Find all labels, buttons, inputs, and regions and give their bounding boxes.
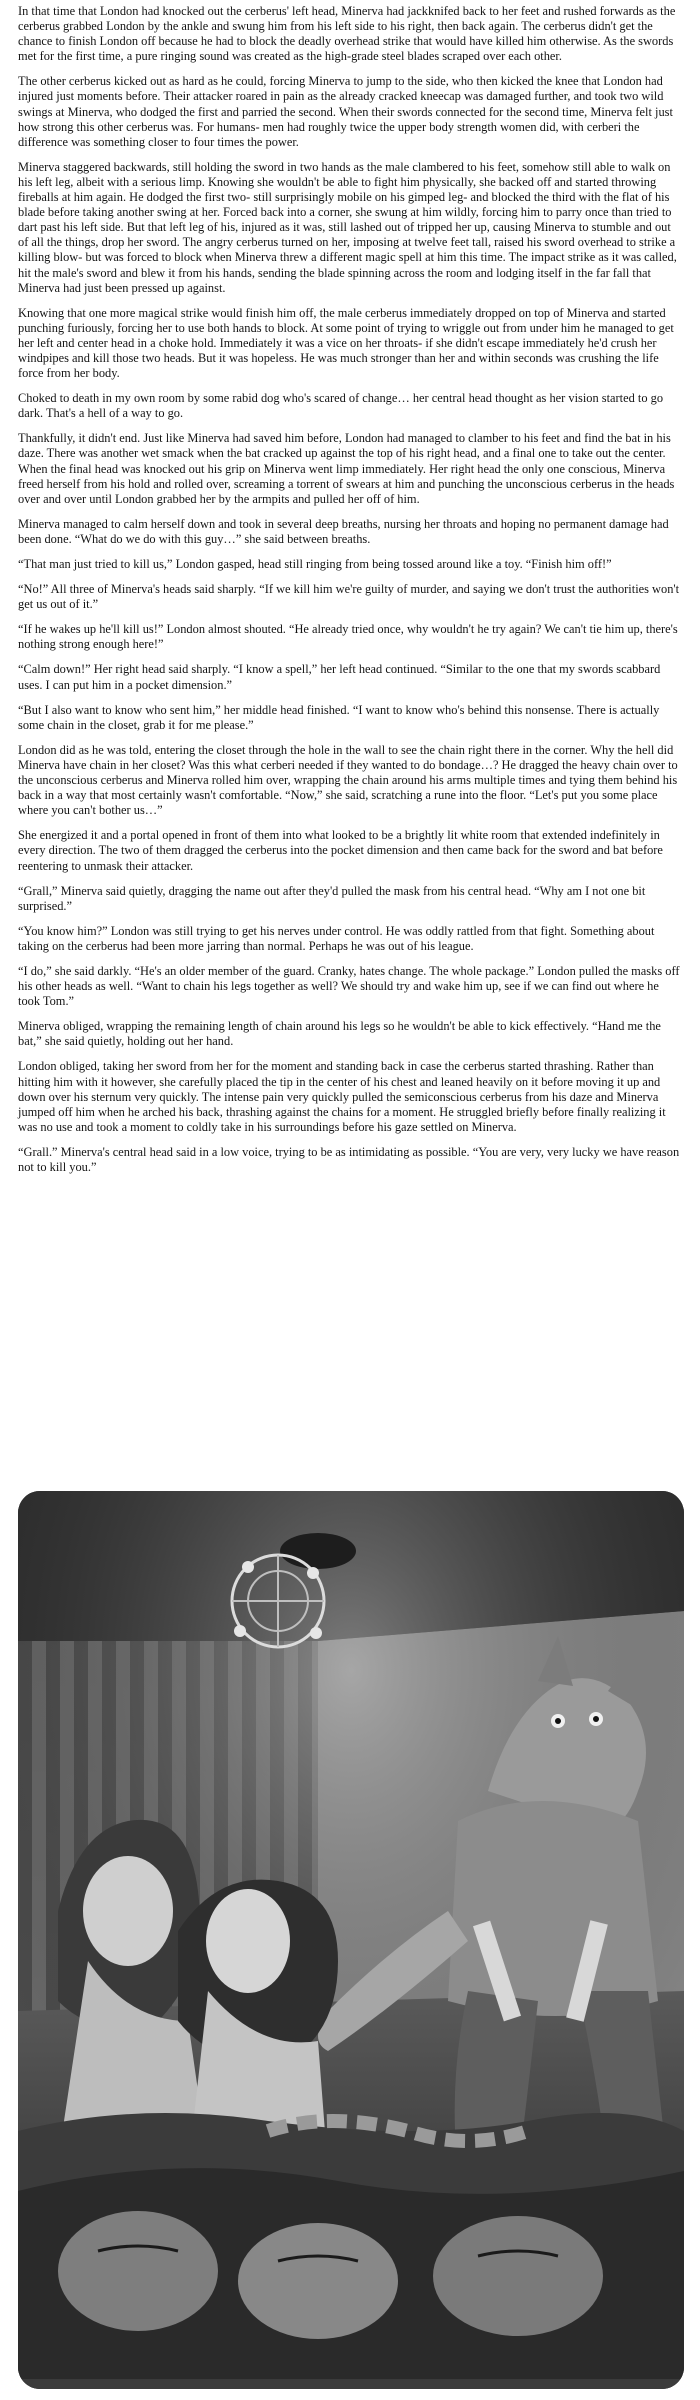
paragraph: Choked to death in my own room by some rabid dog who's scared of change… her central head thought as her vision started to go dark. That's a hell of a way to go. <box>18 391 664 421</box>
illustration-panel <box>18 1491 684 2389</box>
paragraph: “Grall.” Minerva's central head said in a low voice, trying to be as intimidating as possible. “You are very, very lucky we have reason not to kill you.” <box>18 1144 680 1174</box>
paragraph: “If he wakes up he'll kill us!” London almost shouted. “He already tried once, why wouldn't he try again? We can't tie him up, there's nothing strong enough here!” <box>18 622 678 652</box>
paragraph: In that time that London had knocked out the cerberus' left head, Minerva had jackknifed back to her feet and rushed forwards as the cerberus grabbed London by the ankle and swung him from his left side to his right, then back again. The cerberus didn't get the chance to finish London off because he had to block the deadly overhead strike that would have killed him otherwise. As the swords met for the first time, a pure ringing sound was created as the high-grade steel blades scraped over each other. <box>18 4 676 64</box>
paragraph: “But I also want to know who sent him,” her middle head finished. “I want to know who's behind this nonsense. There is actually some chain in the closet, grab it for me please.” <box>18 702 660 732</box>
paragraph: Minerva obliged, wrapping the remaining length of chain around his legs so he wouldn't be able to kick effectively. “Hand me the bat,” she said quietly, holding out her hand. <box>18 1019 661 1049</box>
paragraph: London obliged, taking her sword from her for the moment and standing back in case the cerberus started thrashing. Rather than hitting him with it however, she carefully placed the tip in the center of his chest and leaned heavily on it before moving it up and down over his sternum very quickly. The intense pain very quickly pulled the semiconscious cerberus from his daze and Minerva jumped off him when he arched his back, thrashing against the chains for a moment. He struggled briefly before finally realizing it was no use and took a moment to coldly take in his surroundings before his gaze settled on Minerva. <box>18 1059 666 1134</box>
story-text <box>18 4 680 1185</box>
paragraph: “Calm down!” Her right head said sharply. “I know a spell,” her left head continued. “Similar to the one that my swords scabbard uses. I can put him in a pocket dimension.” <box>18 662 661 692</box>
paragraph: “I do,” she said darkly. “He's an older member of the guard. Cranky, hates change. The whole package.” London pulled the masks off his other heads as well. “Want to chain his legs together as well? We should try and wake him up, see if we can find out where he took Tom.” <box>18 963 680 1009</box>
paragraph: “No!” All three of Minerva's heads said sharply. “If we kill him we're guilty of murder, and saying we don't trust the authorities won't get us out of it.” <box>18 582 680 612</box>
paragraph: Thankfully, it didn't end. Just like Minerva had saved him before, London had managed to clamber to his feet and find the bat in his daze. There was another wet smack when the bat cracked up against the top of his right head, and a final one to take out the center. When the final head was knocked out his grip on Minerva went limp immediately. Her right head the only one conscious, Minerva freed herself from his hold and rolled over, screaming a torrent of swears at him and punching the unconscious cerberus in the heads over and over until London grabbed her by the armpits and pulled her off of him. <box>18 431 675 506</box>
paragraph: “You know him?” London was still trying to get his nerves under control. He was oddly rattled from that fight. Something about taking on the cerberus had been more jarring than normal. Perhaps he was out of his league. <box>18 923 655 953</box>
paragraph: Minerva staggered backwards, still holding the sword in two hands as the male clambered to his feet, somehow still able to walk on his left leg, albeit with a serious limp. Knowing she wouldn't be able to fight him physically, she backed off and started throwing fireballs at him again. He dodged the first two- still surprisingly mobile on his gimped leg- and blocked the third with the flat of his blade before taking another swing at her. Forced back into a corner, she swung at him wildly, forcing him to parry once than tried to dart past his left side. But that left leg of his, injured as it was, still lashed out of tripped her up, causing Minerva to stumble and out of all the things, drop her sword. The angry cerberus turned on her, imposing at twelve feet tall, raised his sword overhead to strike a killing blow- but was forced to block when Minerva threw a different magic spell at him this time. The impact strike as it was called, hit the male's sword and blew it from his hands, sending the blade spinning across the room and lodging itself in the far fall that Minerva had just been pressed up against. <box>18 159 677 295</box>
paragraph: She energized it and a portal opened in front of them into what looked to be a brightly lit white room that extended indefinitely in every direction. The two of them dragged the cerberus into the pocket dimension and then came back for the sword and bat before reentering to unmask their attacker. <box>18 828 663 873</box>
paragraph: The other cerberus kicked out as hard as he could, forcing Minerva to jump to the side, who then kicked the knee that London had injured just moments before. Their attacker roared in pain as the already cracked kneecap was damaged further, and took two wild swings at Minerva, who dodged the first and parried the second. When their swords connected for the second time, Minerva felt just how strong this other cerberus was. For humans- men had roughly twice the upper body strength women did, with cerberi the difference was something closer to four times the power. <box>18 74 673 149</box>
foreground-bedding <box>18 2113 684 2389</box>
paragraph: Minerva managed to calm herself down and took in several deep breaths, nursing her throats and hoping no permanent damage had been done. “What do we do with this guy…” she said between breaths. <box>18 516 669 546</box>
paragraph: “Grall,” Minerva said quietly, dragging the name out after they'd pulled the mask from his central head. “Why am I not one bit surprised.” <box>18 883 646 913</box>
paragraph: London did as he was told, entering the closet through the hole in the wall to see the chain right there in the corner. Why the hell did Minerva have chain in her closet? Was this what cerberi needed if they wanted to do bondage…? He dragged the heavy chain over to the unconscious cerberus and Minerva rolled him over, wrapping the chain around his arms multiple times and tying them behind his back in a way that most certainly wasn't comfortable. “Now,” she said, scratching a rune into the floor. “Let's put you some place where you can't bother us…” <box>18 742 678 818</box>
paragraph: Knowing that one more magical strike would finish him off, the male cerberus immediately dropped on top of Minerva and started punching furiously, forcing her to use both hands to block. At some point of trying to wriggle out from under him he managed to get her left and center head in a choke hold. Immediately it was a vice on her throats- if she didn't escape immediately he'd crush her windpipes and kill those two heads. But it was hopeless. He was much stronger than her and within seconds was crushing the life force from her body. <box>18 305 674 381</box>
paragraph: “That man just tried to kill us,” London gasped, head still ringing from being tossed around like a toy. “Finish him off!” <box>18 557 612 571</box>
